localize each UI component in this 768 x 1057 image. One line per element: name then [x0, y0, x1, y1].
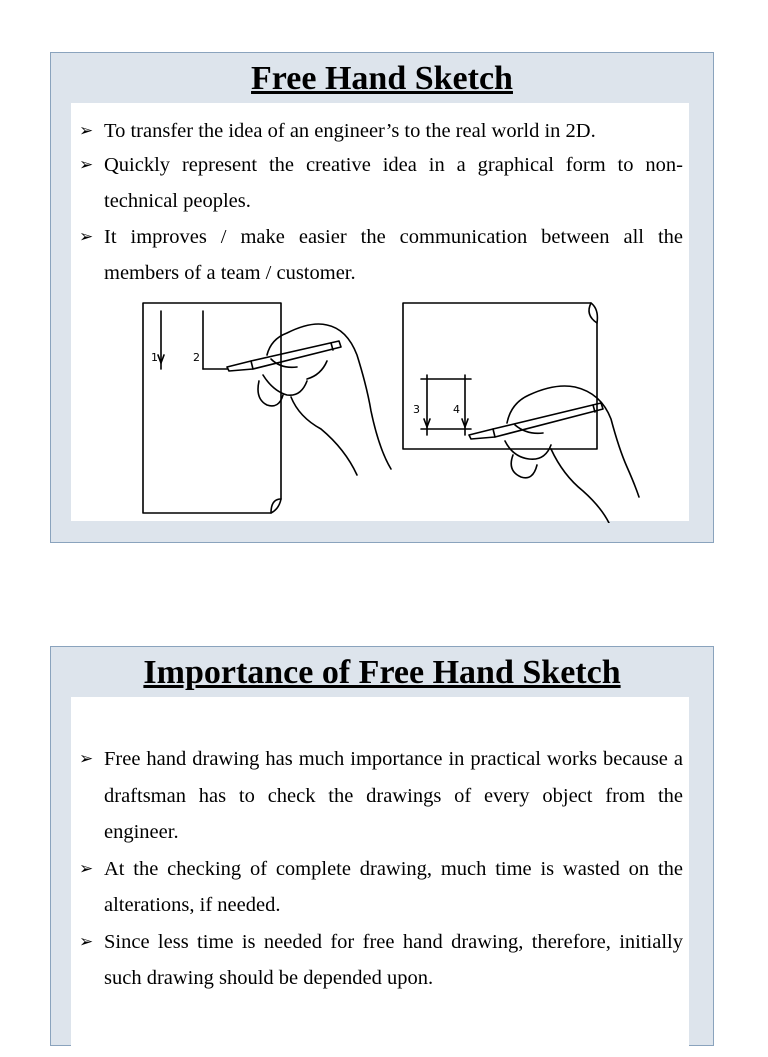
list-item — [71, 851, 689, 924]
bullet-text: Since less time is needed for free hand drawing, therefore, initially such drawing should be depended upon. — [104, 930, 683, 989]
step-label: 2 — [193, 351, 200, 364]
step-label: 4 — [453, 403, 460, 416]
slide-content — [71, 103, 689, 521]
left-sheet-drawing — [143, 303, 391, 513]
step-label: 1 — [151, 351, 158, 364]
sketching-hands-illustration — [131, 299, 651, 523]
right-sheet-drawing — [403, 303, 639, 523]
arrow-bullet-icon: ➢ — [79, 858, 94, 879]
arrow-bullet-icon: ➢ — [79, 749, 94, 769]
bullet-text: At the checking of complete drawing, much time is wasted on the alterations, if needed. — [104, 857, 683, 916]
arrow-bullet-icon: ➢ — [79, 931, 94, 952]
step-label: 3 — [413, 403, 420, 416]
slide-title: Importance of Free Hand Sketch — [143, 654, 621, 691]
bullet-text: It improves / make easier the communication between all the members of a team / customer. — [104, 226, 683, 284]
list-item — [71, 219, 689, 291]
arrow-bullet-icon: ➢ — [79, 121, 94, 141]
bullet-list — [71, 103, 689, 291]
list-item — [71, 924, 689, 997]
list-item — [71, 741, 689, 851]
slide-title: Free Hand Sketch — [251, 60, 513, 97]
slide-content — [71, 697, 689, 1057]
list-item — [71, 147, 689, 219]
arrow-bullet-icon: ➢ — [79, 155, 94, 175]
list-item — [71, 115, 689, 147]
bullet-text: To transfer the idea of an engineer’s to the real world in 2D. — [104, 120, 596, 142]
slide-free-hand-sketch — [50, 52, 714, 543]
bullet-text: Free hand drawing has much importance in practical works because a draftsman has to check the drawings of every object from the engineer. — [104, 748, 683, 843]
bullet-text: Quickly represent the creative idea in a graphical form to non-technical peoples. — [104, 154, 683, 212]
arrow-bullet-icon: ➢ — [79, 227, 94, 247]
bullet-list — [71, 697, 689, 997]
slide-importance-of-free-hand-sketch — [50, 646, 714, 1046]
